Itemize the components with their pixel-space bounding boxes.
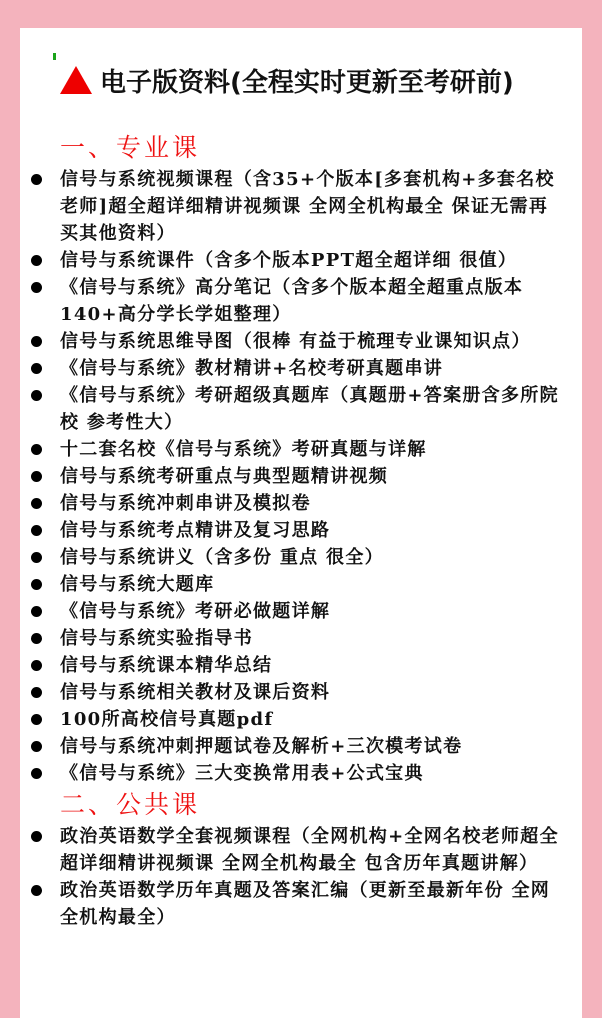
green-corner-mark — [53, 53, 56, 60]
red-triangle-icon — [60, 66, 92, 94]
content-body — [0, 130, 602, 931]
bullet-icon — [31, 336, 42, 347]
section-title: 一、专业课 — [60, 133, 201, 162]
bullet-icon — [31, 444, 42, 455]
list-item-text: 信号与系统实验指导书 — [60, 628, 253, 649]
bullet-icon — [31, 390, 42, 401]
list-item — [0, 382, 602, 436]
list-item — [0, 328, 602, 355]
list-item-text: 信号与系统大题库 — [60, 574, 215, 595]
bullet-icon — [31, 363, 42, 374]
list-item — [0, 463, 602, 490]
list-item — [0, 679, 602, 706]
list-item-text: 政治英语数学全套视频课程（全网机构+全网名校老师超全超详细精讲视频课 全网全机构最全 包含历年真题讲解） — [60, 826, 559, 874]
bullet-icon — [31, 633, 42, 644]
bullet-icon — [31, 831, 42, 842]
list-item-text: 《信号与系统》考研必做题详解 — [60, 601, 331, 622]
list-item-text: 《信号与系统》教材精讲+名校考研真题串讲 — [60, 358, 444, 379]
bullet-icon — [31, 660, 42, 671]
list-item — [0, 652, 602, 679]
list-item-text: 信号与系统考点精讲及复习思路 — [60, 520, 331, 541]
bullet-icon — [31, 282, 42, 293]
item-list — [0, 823, 602, 931]
bullet-icon — [31, 606, 42, 617]
list-item-text: 信号与系统冲刺串讲及模拟卷 — [60, 493, 311, 514]
list-item-text: 信号与系统思维导图（很棒 有益于梳理专业课知识点） — [60, 331, 531, 352]
list-item-text: 政治英语数学历年真题及答案汇编（更新至最新年份 全网全机构最全） — [60, 880, 551, 928]
bullet-icon — [31, 174, 42, 185]
list-item — [0, 571, 602, 598]
bullet-icon — [31, 768, 42, 779]
page-title: 电子版资料(全程实时更新至考研前) — [100, 67, 514, 98]
list-item-text: 信号与系统课件（含多个版本PPT超全超详细 很值） — [60, 250, 518, 271]
list-item — [0, 733, 602, 760]
section-public — [0, 787, 602, 931]
list-item-text: 信号与系统相关教材及课后资料 — [60, 682, 331, 703]
bullet-icon — [31, 471, 42, 482]
bullet-icon — [31, 498, 42, 509]
list-item-text: 信号与系统冲刺押题试卷及解析+三次模考试卷 — [60, 736, 463, 757]
list-item-text: 《信号与系统》考研超级真题库（真题册+答案册含多所院校 参考性大） — [60, 385, 559, 433]
list-item-text: 信号与系统课本精华总结 — [60, 655, 273, 676]
list-item-text: 《信号与系统》高分笔记（含多个版本超全超重点版本 140+高分学长学姐整理） — [60, 277, 524, 325]
list-item — [0, 598, 602, 625]
list-item-text: 信号与系统考研重点与典型题精讲视频 — [60, 466, 389, 487]
bullet-icon — [31, 687, 42, 698]
list-item-text: 十二套名校《信号与系统》考研真题与详解 — [60, 439, 427, 460]
list-item — [0, 247, 602, 274]
list-item — [0, 706, 602, 733]
bullet-icon — [31, 741, 42, 752]
section-professional — [0, 130, 602, 787]
list-item — [0, 877, 602, 931]
list-item-text: 信号与系统讲义（含多份 重点 很全） — [60, 547, 384, 568]
bullet-icon — [31, 255, 42, 266]
list-item — [0, 760, 602, 787]
page-header — [60, 60, 514, 100]
item-list — [0, 166, 602, 787]
list-item — [0, 274, 602, 328]
bullet-icon — [31, 525, 42, 536]
list-item — [0, 625, 602, 652]
bullet-icon — [31, 579, 42, 590]
list-item — [0, 544, 602, 571]
list-item — [0, 517, 602, 544]
bullet-icon — [31, 552, 42, 563]
bullet-icon — [31, 885, 42, 896]
list-item-text: 《信号与系统》三大变换常用表+公式宝典 — [60, 763, 424, 784]
section-title: 二、公共课 — [60, 790, 201, 819]
list-item — [0, 436, 602, 463]
list-item — [0, 355, 602, 382]
bullet-icon — [31, 714, 42, 725]
list-item-text: 信号与系统视频课程（含35+个版本[多套机构+多套名校老师]超全超详细精讲视频课 全网全机构最全 保证无需再买其他资料） — [60, 169, 555, 244]
list-item — [0, 166, 602, 247]
list-item — [0, 823, 602, 877]
list-item-text: 100所高校信号真题pdf — [60, 709, 274, 730]
list-item — [0, 490, 602, 517]
